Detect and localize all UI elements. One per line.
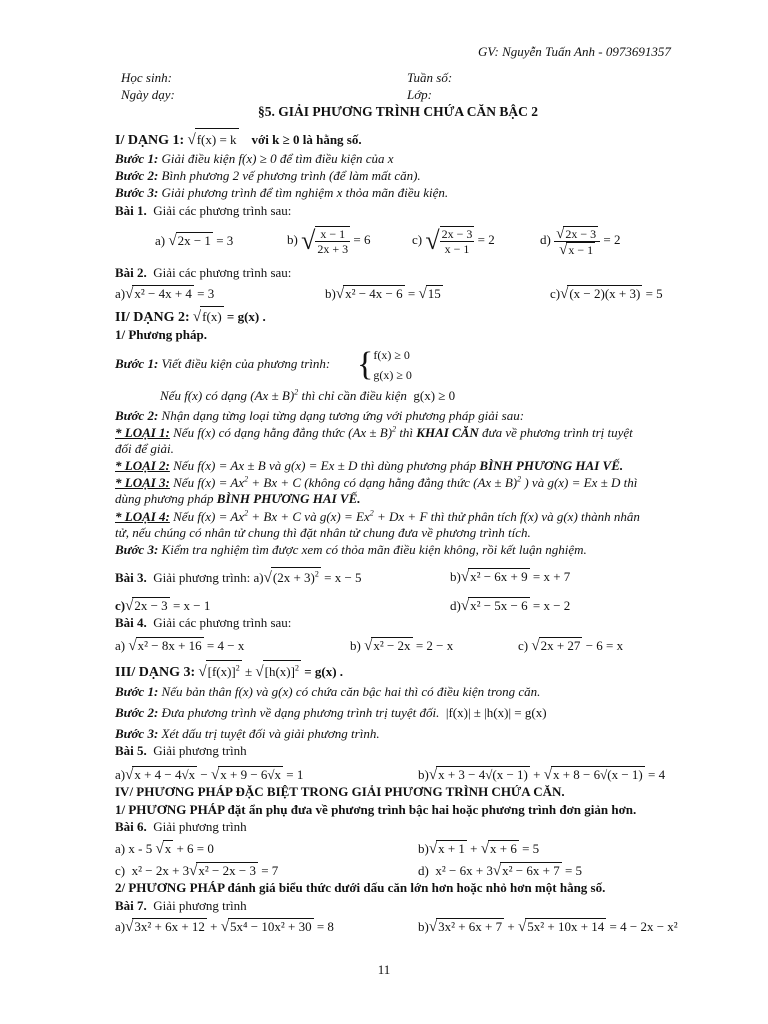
s2-step-1: Bước 1: Viết điều kiện của phương trình:	[115, 356, 331, 371]
loai-4-cont: tử, nếu chúng có nhân tử chung thì đặt nhân tử chung đưa về phương trình tích.	[115, 525, 531, 540]
exercise-1-heading: Bài 1. Giải các phương trình sau:	[115, 203, 292, 218]
loai-3-cont: dùng phương pháp BÌNH PHƯƠNG HAI VẾ.	[115, 491, 361, 506]
s2-step-2: Bước 2: Nhận dạng từng loại từng dạng tương ứng với phương pháp giải sau:	[115, 408, 525, 423]
ex4-b: b) √x² − 2x = 2 − x	[350, 638, 454, 654]
section-3-heading: III/ DẠNG 3: $√[f(x)]^2 \pm √[h(x)]^2 = g(x)$ .	[115, 660, 343, 684]
loai-4: * LOẠI 4: Nếu $f(x) = Ax^2 + Bx + C$ và $g(x) = Ex^2 + Dx + F$ thì thử phân tích f(x) và g(x) thành nhân	[115, 508, 640, 524]
ex6-a: a) x - 5 √x + 6 = 0	[115, 841, 214, 857]
author-line: GV: Nguyễn Tuấn Anh - 0973691357	[478, 44, 671, 59]
s1-step-1: Bước 1: Giải điều kiện f(x) ≥ 0 để tìm điều kiện của x	[115, 151, 394, 166]
method-1-heading: 1/ PHƯƠNG PHÁP đặt ẩn phụ đưa về phương trình bậc hai hoặc phương trình đơn giản hơn.	[115, 802, 637, 817]
ex3-c: c)√2x − 3 = x − 1	[115, 598, 211, 614]
s3-step-3: Bước 3: Xét dấu trị tuyệt đối và giải phương trình.	[115, 726, 380, 741]
exercise-5-heading: Bài 5. Giải phương trình	[115, 743, 247, 758]
ex7-b: b)√3x² + 6x + 7 + √5x² + 10x + 14 = 4 − 2x − x²	[418, 919, 678, 935]
ex4-c: c) √2x + 27 − 6 = x	[518, 638, 624, 654]
section-1-label: I/ DẠNG 1:	[115, 133, 185, 148]
date-label: Ngày dạy:	[121, 87, 175, 102]
exercise-3-heading: Bài 3. Giải phương trình: $a)√(2x + 3)^2 = x - 5$	[115, 567, 362, 588]
ex6-c: c) x² − 2x + 3√x² − 2x − 3 = 7	[115, 863, 279, 879]
ex1-b: b) √ $\frac{x - 1}{2x + 3}$ = 6	[287, 226, 371, 257]
ex7-a: a)√3x² + 6x + 12 + √5x⁴ − 10x² + 30 = 8	[115, 919, 334, 935]
loai-1-cont: đối để giải.	[115, 441, 174, 456]
ex5-a: a)√x + 4 − 4√x − √x + 9 − 6√x = 1	[115, 767, 304, 783]
exercise-2-heading: Bài 2. Giải các phương trình sau:	[115, 265, 292, 280]
section-2-label: II/ DẠNG 2:	[115, 310, 190, 325]
s1-step-2: Bước 2: Bình phương 2 vế phương trình (để làm mất căn).	[115, 168, 421, 183]
exercise-7-heading: Bài 7. Giải phương trình	[115, 898, 247, 913]
exercise-6-heading: Bài 6. Giải phương trình	[115, 819, 247, 834]
s2-conditions: { f(x) ≥ 0 g(x) ≥ 0	[357, 346, 412, 384]
section-4-heading: IV/ PHƯƠNG PHÁP ĐẶC BIỆT TRONG GIẢI PHƯƠNG TRÌNH CHỨA CĂN.	[115, 784, 565, 799]
ex5-b: b)√x + 3 − 4√(x − 1) + √x + 8 − 6√(x − 1) = 4	[418, 767, 666, 783]
loai-1: * LOẠI 1: Nếu f(x) có dạng hằng đẳng thức $(Ax \pm B)^2$ thì KHAI CĂN đưa về phương trình trị tuyệt	[115, 424, 633, 440]
section-2-heading: II/ DẠNG 2: √f(x) = g(x) .	[115, 306, 266, 328]
ex3-b: b)√x² − 6x + 9 = x + 7	[450, 569, 571, 585]
page-title: §5. GIẢI PHƯƠNG TRÌNH CHỨA CĂN BẬC 2	[258, 104, 539, 119]
ex6-b: b)√x + 1 + √x + 6 = 5	[418, 841, 540, 857]
method-heading: 1/ Phương pháp.	[115, 327, 207, 342]
class-label: Lớp:	[407, 87, 432, 102]
ex1-a: a) √2x − 1 = 3	[155, 233, 234, 249]
page-number: 11	[377, 962, 391, 977]
ex2-c: c)√(x − 2)(x + 3) = 5	[550, 286, 663, 302]
week-label: Tuần số:	[407, 70, 453, 85]
section-1-heading: I/ DẠNG 1: √f(x) = k với k ≥ 0 là hằng số.	[115, 128, 362, 152]
s1-step-3: Bước 3: Giải phương trình để tìm nghiệm x thỏa mãn điều kiện.	[115, 185, 449, 200]
section-1-formula: f(x) = k	[195, 128, 239, 151]
section-1-condition: với k ≥ 0 là hằng số.	[251, 132, 362, 147]
s3-step-1: Bước 1: Nếu bản thân f(x) và g(x) có chứa căn bậc hai thì có điều kiện trong căn.	[115, 684, 541, 699]
exercise-4-heading: Bài 4. Giải các phương trình sau:	[115, 615, 292, 630]
s2-step-3: Bước 3: Kiểm tra nghiệm tìm được xem có thỏa mãn điều kiện không, rồi kết luận nghiệm.	[115, 542, 587, 557]
ex1-d: d) $\frac{√2x - 3}{√x - 1}$ = 2	[540, 225, 621, 258]
loai-2: * LOẠI 2: Nếu f(x) = Ax ± B và g(x) = Ex ± D thì dùng phương pháp BÌNH PHƯƠNG HAI VẾ.	[115, 458, 624, 473]
ex2-b: b)√x² − 4x − 6 = √15	[325, 286, 441, 302]
loai-3: * LOẠI 3: Nếu $f(x) = Ax^2 + Bx + C$ (không có dạng hằng đẳng thức $(Ax \pm B)^2$ ) và g(x) = Ex ± D thì	[115, 474, 638, 490]
ex4-a: a) √x² − 8x + 16 = 4 − x	[115, 638, 245, 654]
student-label: Học sinh:	[121, 70, 172, 85]
ex3-d: d)√x² − 5x − 6 = x − 2	[450, 598, 571, 614]
section-3-label: III/ DẠNG 3:	[115, 665, 196, 680]
method-2-heading: 2/ PHƯƠNG PHÁP đánh giá biểu thức dưới dấu căn lớn hơn hoặc nhỏ hơn một hằng số.	[115, 880, 606, 895]
s2-note: Nếu f(x) có dạng $(Ax \pm B)^2$ thì chỉ cần điều kiện g(x) ≥ 0	[160, 387, 456, 403]
ex1-c: c) √ $\frac{2x - 3}{x - 1}$ = 2	[412, 226, 495, 257]
ex2-a: a)√x² − 4x + 4 = 3	[115, 286, 215, 302]
ex6-d: d) x² − 6x + 3√x² − 6x + 7 = 5	[418, 863, 583, 879]
s3-step-2: Bước 2: Đưa phương trình về dạng phương trình trị tuyệt đối. |f(x)| ± |h(x)| = g(x)	[115, 705, 547, 720]
